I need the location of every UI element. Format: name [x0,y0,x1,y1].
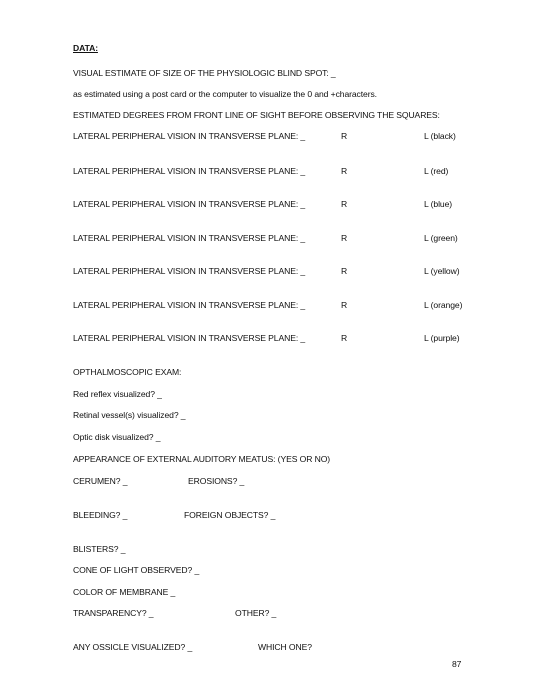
vision-row [73,131,473,141]
vision-row [73,233,473,243]
red-reflex-field: Red reflex visualized? _ [73,389,162,399]
vision-row-r: R [341,300,348,310]
vision-row-r: R [341,131,348,141]
vision-row-label: LATERAL PERIPHERAL VISION IN TRANSVERSE PLANE: _ [73,266,306,276]
vision-row-r: R [341,166,348,176]
vision-row [73,199,473,209]
page-number: 87 [452,659,462,669]
which-one-field: WHICH ONE? [258,642,312,652]
erosions-field: EROSIONS? _ [188,476,245,486]
vision-row-label: LATERAL PERIPHERAL VISION IN TRANSVERSE PLANE: _ [73,233,306,243]
optic-disk-field: Optic disk visualized? _ [73,432,161,442]
vision-row-l: L (red) [424,166,449,176]
blind-spot-label: VISUAL ESTIMATE OF SIZE OF THE PHYSIOLOGIC BLIND SPOT: _ [73,68,336,78]
vision-row-label: LATERAL PERIPHERAL VISION IN TRANSVERSE PLANE: _ [73,333,306,343]
bleeding-field: BLEEDING? _ [73,510,128,520]
vision-row-label: LATERAL PERIPHERAL VISION IN TRANSVERSE PLANE: _ [73,300,306,310]
vision-row-label: LATERAL PERIPHERAL VISION IN TRANSVERSE PLANE: _ [73,131,306,141]
membrane-color-field: COLOR OF MEMBRANE _ [73,587,176,597]
other-field: OTHER? _ [235,608,277,618]
degrees-label: ESTIMATED DEGREES FROM FRONT LINE OF SIGHT BEFORE OBSERVING THE SQUARES: [73,110,440,120]
data-heading: DATA: [73,43,98,53]
vision-row [73,333,473,343]
vision-row [73,266,473,276]
vision-row-r: R [341,199,348,209]
retinal-vessels-field: Retinal vessel(s) visualized? _ [73,410,186,420]
vision-row-l: L (orange) [424,300,463,310]
ophthalmoscopic-title: OPTHALMOSCOPIC EXAM: [73,367,182,377]
vision-row-l: L (blue) [424,199,453,209]
vision-row-r: R [341,333,348,343]
vision-row-l: L (purple) [424,333,460,343]
vision-row [73,300,473,310]
blisters-field: BLISTERS? _ [73,544,126,554]
vision-row-l: L (black) [424,131,456,141]
vision-row-l: L (yellow) [424,266,460,276]
foreign-objects-field: FOREIGN OBJECTS? _ [184,510,276,520]
ossicle-field: ANY OSSICLE VISUALIZED? _ [73,642,193,652]
vision-row-label: LATERAL PERIPHERAL VISION IN TRANSVERSE PLANE: _ [73,199,306,209]
cone-of-light-field: CONE OF LIGHT OBSERVED? _ [73,565,200,575]
blind-spot-note: as estimated using a post card or the computer to visualize the 0 and +characters. [73,89,377,99]
vision-row-l: L (green) [424,233,458,243]
transparency-field: TRANSPARENCY? _ [73,608,154,618]
cerumen-field: CERUMEN? _ [73,476,128,486]
vision-row [73,166,473,176]
vision-row-r: R [341,266,348,276]
vision-row-r: R [341,233,348,243]
auditory-title: APPEARANCE OF EXTERNAL AUDITORY MEATUS: (YES OR NO) [73,454,331,464]
vision-row-label: LATERAL PERIPHERAL VISION IN TRANSVERSE PLANE: _ [73,166,306,176]
